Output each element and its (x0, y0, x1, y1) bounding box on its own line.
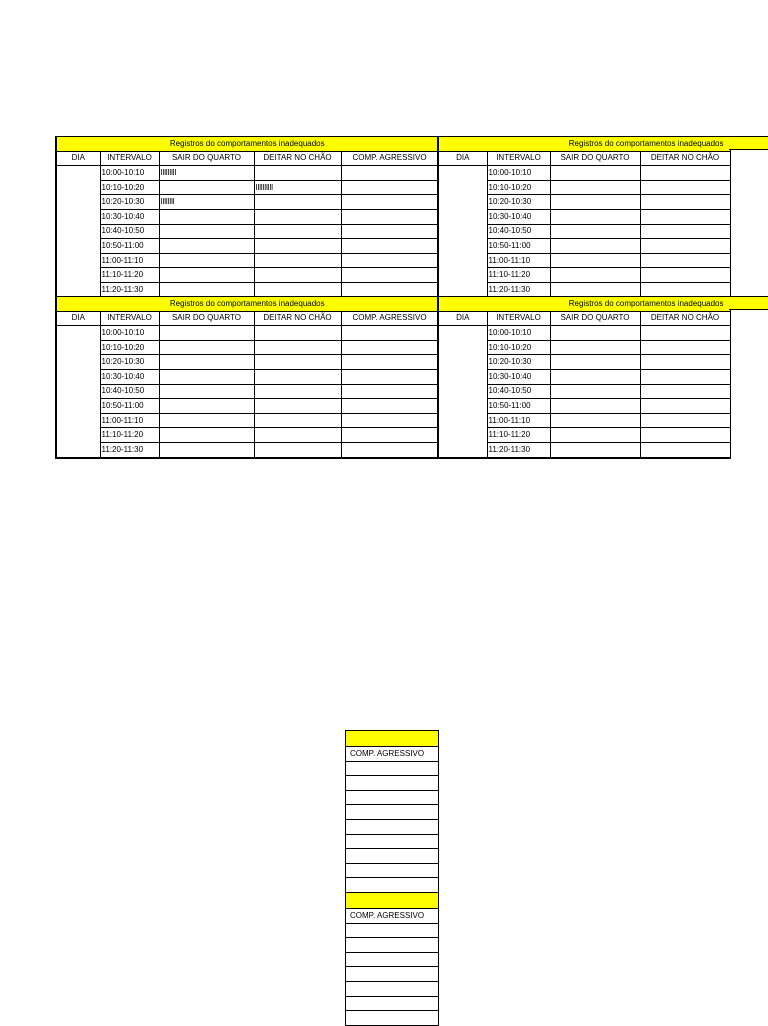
data-cell[interactable] (346, 805, 439, 820)
data-cell[interactable] (341, 282, 438, 297)
interval-cell[interactable]: 10:40-10:50 (487, 384, 550, 399)
data-cell[interactable] (159, 282, 254, 297)
data-cell[interactable] (341, 326, 438, 341)
data-cell[interactable] (550, 384, 640, 399)
data-cell[interactable] (254, 355, 341, 370)
data-cell[interactable] (640, 384, 730, 399)
data-cell[interactable] (640, 282, 730, 297)
data-cell[interactable] (640, 209, 730, 224)
header-sair-do-quarto[interactable]: SAIR DO QUARTO (550, 151, 640, 166)
interval-cell[interactable]: 10:30-10:40 (487, 369, 550, 384)
data-cell[interactable] (640, 253, 730, 268)
data-cell[interactable] (550, 413, 640, 428)
data-cell[interactable] (550, 224, 640, 239)
header-comp-agressivo[interactable]: COMP. AGRESSIVO (341, 311, 438, 326)
data-cell[interactable] (346, 790, 439, 805)
data-cell[interactable] (341, 384, 438, 399)
tally-cell[interactable]: IIIIIIIIII (254, 180, 341, 195)
header-intervalo[interactable]: INTERVALO (100, 151, 159, 166)
data-cell[interactable] (346, 981, 439, 996)
data-cell[interactable] (159, 253, 254, 268)
data-cell[interactable] (254, 326, 341, 341)
dia-cell[interactable] (438, 166, 487, 297)
tally-cell[interactable]: IIIIIIIII (159, 166, 254, 181)
header-deitar-no-chao[interactable]: DEITAR NO CHÃO (640, 311, 730, 326)
header-dia[interactable]: DIA (438, 311, 487, 326)
interval-cell[interactable]: 10:50-11:00 (487, 239, 550, 254)
data-cell[interactable] (346, 834, 439, 849)
record-table-top-right (437, 136, 731, 298)
data-cell[interactable] (159, 340, 254, 355)
data-cell[interactable] (640, 399, 730, 414)
data-cell[interactable] (254, 239, 341, 254)
header-intervalo[interactable]: INTERVALO (100, 311, 159, 326)
interval-cell[interactable]: 11:00-11:10 (100, 413, 159, 428)
data-cell[interactable] (550, 369, 640, 384)
data-cell[interactable] (640, 239, 730, 254)
interval-cell[interactable]: 10:50-11:00 (100, 399, 159, 414)
data-cell[interactable] (159, 413, 254, 428)
data-cell[interactable] (550, 180, 640, 195)
interval-cell[interactable]: 10:50-11:00 (100, 239, 159, 254)
data-cell[interactable] (254, 209, 341, 224)
data-cell[interactable] (254, 384, 341, 399)
interval-cell[interactable]: 10:20-10:30 (100, 195, 159, 210)
data-cell[interactable] (341, 340, 438, 355)
data-cell[interactable] (159, 268, 254, 283)
data-cell[interactable] (159, 442, 254, 457)
data-cell[interactable] (341, 166, 438, 181)
data-cell[interactable] (640, 326, 730, 341)
title-fill-overflow (729, 136, 768, 150)
data-cell[interactable] (640, 166, 730, 181)
data-cell[interactable] (341, 268, 438, 283)
fragment-title-fill[interactable] (346, 892, 439, 908)
data-cell[interactable] (341, 239, 438, 254)
data-cell[interactable] (254, 282, 341, 297)
data-cell[interactable] (159, 399, 254, 414)
data-cell[interactable] (159, 239, 254, 254)
record-table-bottom-right (437, 296, 731, 459)
data-cell[interactable] (640, 355, 730, 370)
data-cell[interactable] (640, 180, 730, 195)
data-cell[interactable] (550, 399, 640, 414)
interval-cell[interactable]: 10:40-10:50 (100, 224, 159, 239)
interval-cell[interactable]: 11:20-11:30 (100, 282, 159, 297)
interval-cell[interactable]: 10:40-10:50 (100, 384, 159, 399)
data-cell[interactable] (341, 413, 438, 428)
data-cell[interactable] (159, 369, 254, 384)
header-sair-do-quarto[interactable]: SAIR DO QUARTO (159, 311, 254, 326)
header-intervalo[interactable]: INTERVALO (487, 311, 550, 326)
dia-cell[interactable] (56, 166, 100, 297)
interval-cell[interactable]: 11:10-11:20 (100, 428, 159, 443)
interval-cell[interactable]: 11:10-11:20 (100, 268, 159, 283)
interval-cell[interactable]: 10:30-10:40 (100, 209, 159, 224)
interval-cell[interactable]: 10:00-10:10 (100, 326, 159, 341)
header-intervalo[interactable]: INTERVALO (487, 151, 550, 166)
interval-cell[interactable]: 10:00-10:10 (100, 166, 159, 181)
table-title[interactable]: Registros do comportamentos inadequados (56, 297, 438, 312)
data-cell[interactable] (346, 938, 439, 953)
dia-cell[interactable] (56, 326, 100, 458)
table-title[interactable]: Registros do comportamentos inadequados (438, 137, 730, 152)
data-cell[interactable] (550, 239, 640, 254)
interval-cell[interactable]: 10:00-10:10 (487, 326, 550, 341)
data-cell[interactable] (341, 180, 438, 195)
data-cell[interactable] (254, 224, 341, 239)
record-table-top-left (55, 136, 439, 298)
data-cell[interactable] (254, 268, 341, 283)
data-cell[interactable] (346, 923, 439, 938)
data-cell[interactable] (341, 209, 438, 224)
data-cell[interactable] (346, 819, 439, 834)
interval-cell[interactable]: 11:10-11:20 (487, 428, 550, 443)
data-cell[interactable] (341, 355, 438, 370)
data-cell[interactable] (640, 428, 730, 443)
data-cell[interactable] (254, 369, 341, 384)
data-cell[interactable] (346, 863, 439, 878)
data-cell[interactable] (159, 384, 254, 399)
data-cell[interactable] (159, 224, 254, 239)
data-cell[interactable] (341, 253, 438, 268)
data-cell[interactable] (550, 442, 640, 457)
interval-cell[interactable]: 10:10-10:20 (100, 180, 159, 195)
interval-cell[interactable]: 10:50-11:00 (487, 399, 550, 414)
data-cell[interactable] (341, 399, 438, 414)
data-cell[interactable] (159, 428, 254, 443)
data-cell[interactable] (346, 967, 439, 982)
interval-cell[interactable]: 10:10-10:20 (487, 180, 550, 195)
data-cell[interactable] (346, 878, 439, 893)
data-cell[interactable] (346, 1011, 439, 1026)
data-cell[interactable] (341, 442, 438, 457)
header-deitar-no-chao[interactable]: DEITAR NO CHÃO (254, 151, 341, 166)
data-cell[interactable] (550, 209, 640, 224)
fragment-title-fill[interactable] (346, 731, 439, 747)
data-cell[interactable] (341, 224, 438, 239)
header-comp-agressivo[interactable]: COMP. AGRESSIVO (346, 908, 439, 923)
data-cell[interactable] (640, 369, 730, 384)
data-cell[interactable] (346, 776, 439, 791)
data-cell[interactable] (640, 268, 730, 283)
data-cell[interactable] (550, 166, 640, 181)
record-table-bottom-left (55, 296, 439, 459)
data-cell[interactable] (346, 996, 439, 1011)
interval-cell[interactable]: 11:20-11:30 (487, 282, 550, 297)
interval-cell[interactable]: 11:00-11:10 (487, 413, 550, 428)
data-cell[interactable] (254, 413, 341, 428)
data-cell[interactable] (346, 849, 439, 864)
data-cell[interactable] (254, 399, 341, 414)
data-cell[interactable] (640, 224, 730, 239)
data-cell[interactable] (640, 195, 730, 210)
table-title[interactable]: Registros do comportamentos inadequados (56, 137, 438, 152)
interval-cell[interactable]: 11:00-11:10 (487, 253, 550, 268)
data-cell[interactable] (254, 195, 341, 210)
header-deitar-no-chao[interactable]: DEITAR NO CHÃO (640, 151, 730, 166)
data-cell[interactable] (341, 369, 438, 384)
data-cell[interactable] (341, 428, 438, 443)
data-cell[interactable] (550, 195, 640, 210)
data-cell[interactable] (159, 326, 254, 341)
interval-cell[interactable]: 10:20-10:30 (487, 355, 550, 370)
data-cell[interactable] (159, 355, 254, 370)
data-cell[interactable] (159, 209, 254, 224)
table-title[interactable]: Registros do comportamentos inadequados (438, 297, 730, 312)
data-cell[interactable] (640, 442, 730, 457)
data-cell[interactable] (550, 355, 640, 370)
data-cell[interactable] (550, 253, 640, 268)
data-cell[interactable] (550, 340, 640, 355)
data-cell[interactable] (640, 413, 730, 428)
data-cell[interactable] (550, 268, 640, 283)
data-cell[interactable] (341, 195, 438, 210)
interval-cell[interactable]: 10:20-10:30 (100, 355, 159, 370)
data-cell[interactable] (254, 340, 341, 355)
header-sair-do-quarto[interactable]: SAIR DO QUARTO (550, 311, 640, 326)
interval-cell[interactable]: 10:30-10:40 (100, 369, 159, 384)
dia-cell[interactable] (438, 326, 487, 458)
data-cell[interactable] (254, 442, 341, 457)
data-cell[interactable] (550, 428, 640, 443)
comp-agressivo-fragment (345, 730, 439, 1026)
data-cell[interactable] (346, 952, 439, 967)
header-comp-agressivo[interactable]: COMP. AGRESSIVO (346, 747, 439, 762)
interval-cell[interactable]: 11:20-11:30 (100, 442, 159, 457)
interval-cell[interactable]: 11:10-11:20 (487, 268, 550, 283)
header-dia[interactable]: DIA (438, 151, 487, 166)
interval-cell[interactable]: 10:10-10:20 (100, 340, 159, 355)
data-cell[interactable] (346, 761, 439, 776)
data-cell[interactable] (254, 166, 341, 181)
header-deitar-no-chao[interactable]: DEITAR NO CHÃO (254, 311, 341, 326)
interval-cell[interactable]: 10:40-10:50 (487, 224, 550, 239)
interval-cell[interactable]: 10:30-10:40 (487, 209, 550, 224)
header-sair-do-quarto[interactable]: SAIR DO QUARTO (159, 151, 254, 166)
data-cell[interactable] (550, 326, 640, 341)
interval-cell[interactable]: 11:00-11:10 (100, 253, 159, 268)
title-fill-overflow (729, 296, 768, 310)
interval-cell[interactable]: 11:20-11:30 (487, 442, 550, 457)
header-dia[interactable]: DIA (56, 151, 100, 166)
interval-cell[interactable]: 10:10-10:20 (487, 340, 550, 355)
data-cell[interactable] (550, 282, 640, 297)
data-cell[interactable] (159, 180, 254, 195)
tally-cell[interactable]: IIIIIIII (159, 195, 254, 210)
header-comp-agressivo[interactable]: COMP. AGRESSIVO (341, 151, 438, 166)
data-cell[interactable] (254, 253, 341, 268)
interval-cell[interactable]: 10:00-10:10 (487, 166, 550, 181)
header-dia[interactable]: DIA (56, 311, 100, 326)
data-cell[interactable] (254, 428, 341, 443)
data-cell[interactable] (640, 340, 730, 355)
interval-cell[interactable]: 10:20-10:30 (487, 195, 550, 210)
